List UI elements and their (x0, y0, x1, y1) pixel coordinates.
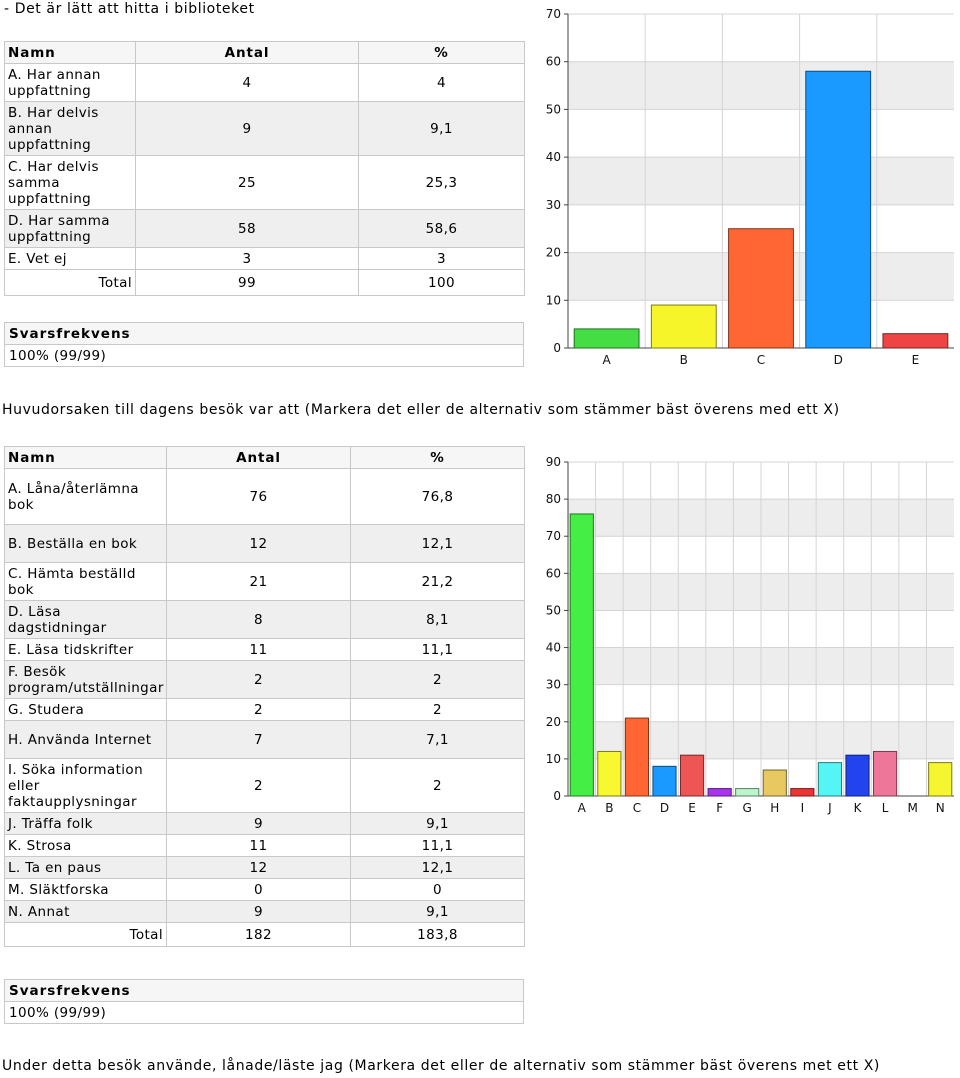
x-tick-label: E (688, 801, 696, 815)
table-row (5, 879, 525, 901)
y-tick-label: 30 (545, 197, 561, 212)
section2-title: Huvudorsaken till dagens besök var att (Markera det eller de alternativ som stämmer bäst överens med ett X) (2, 402, 840, 418)
x-tick-label: A (602, 353, 611, 367)
y-tick-label: 20 (545, 714, 561, 729)
x-tick-label: I (800, 801, 805, 815)
table-row (5, 813, 525, 835)
table-row (5, 469, 525, 525)
cell-antal: 9 (167, 813, 351, 835)
y-tick-label: 90 (545, 455, 561, 469)
y-tick-label: 60 (545, 54, 561, 69)
total-row (5, 270, 525, 296)
cell-antal: 21 (167, 563, 351, 601)
chart-2 (536, 452, 960, 818)
x-tick-label: D (659, 801, 670, 815)
table-row (5, 102, 525, 156)
cell-antal: 12 (167, 857, 351, 879)
y-tick-label: 20 (545, 245, 561, 260)
cell-pct: 25,3 (359, 156, 525, 210)
x-tick-label: J (828, 801, 832, 815)
cell-antal: 25 (136, 156, 359, 210)
cell-pct: 2 (351, 759, 525, 813)
cell-antal: 11 (167, 639, 351, 661)
cell-name: C. Hämta beställd bok (5, 563, 167, 601)
table-row (5, 601, 525, 639)
cell-antal: 0 (167, 879, 351, 901)
x-tick-label: D (833, 353, 843, 367)
x-tick-label: B (605, 801, 614, 815)
table-row (5, 835, 525, 857)
cell-antal: 58 (136, 210, 359, 248)
y-tick-label: 70 (545, 529, 561, 544)
table-row (5, 901, 525, 923)
table-row (5, 759, 525, 813)
cell-antal: 11 (167, 835, 351, 857)
bar-d (653, 766, 676, 796)
x-tick-label: M (907, 801, 918, 815)
x-tick-label: H (770, 801, 780, 815)
cell-name: F. Besök program/utställningar (5, 661, 167, 699)
cell-pct: 9,1 (359, 102, 525, 156)
cell-antal: 9 (136, 102, 359, 156)
bar-n (929, 763, 952, 796)
bar-i (791, 789, 814, 796)
cell-name: M. Släktforska (5, 879, 167, 901)
column-header: Namn (5, 447, 167, 469)
cell-antal: 76 (167, 469, 351, 525)
section2-svarsfrekvens (4, 979, 524, 1024)
total-antal: 182 (167, 923, 351, 947)
cell-pct: 11,1 (351, 639, 525, 661)
y-tick-label: 10 (545, 751, 561, 766)
section2-table (4, 446, 525, 947)
cell-pct: 9,1 (351, 901, 525, 923)
cell-name: E. Vet ej (5, 248, 136, 270)
x-tick-label: B (679, 353, 688, 367)
grid-band (568, 157, 954, 205)
y-tick-label: 0 (553, 341, 561, 355)
cell-antal: 2 (167, 759, 351, 813)
y-tick-label: 50 (545, 102, 561, 117)
cell-antal: 2 (167, 661, 351, 699)
y-tick-label: 40 (545, 150, 561, 165)
section1-title: - Det är lätt att hitta i biblioteket (4, 1, 255, 17)
table-row (5, 248, 525, 270)
table-row (5, 156, 525, 210)
cell-name: B. Beställa en bok (5, 525, 167, 563)
x-tick-label: C (632, 801, 642, 815)
table-row (5, 721, 525, 759)
y-tick-label: 50 (545, 603, 561, 618)
section1-svarsfrekvens (4, 322, 524, 367)
column-header: Antal (167, 447, 351, 469)
total-row (5, 923, 525, 947)
cell-pct: 76,8 (351, 469, 525, 525)
column-header: % (351, 447, 525, 469)
bar-b (598, 751, 621, 796)
x-tick-label: N (935, 801, 945, 815)
total-label: Total (5, 923, 167, 947)
y-tick-label: 10 (545, 293, 561, 308)
cell-name: J. Träffa folk (5, 813, 167, 835)
chart-1 (536, 4, 960, 370)
bar-g (736, 789, 759, 796)
table-row (5, 563, 525, 601)
column-header: Namn (5, 42, 136, 64)
grid-band (568, 62, 954, 110)
cell-name: E. Läsa tidskrifter (5, 639, 167, 661)
cell-name: A. Har annan uppfattning (5, 64, 136, 102)
cell-name: H. Använda Internet (5, 721, 167, 759)
cell-name: C. Har delvis samma uppfattning (5, 156, 136, 210)
cell-name: N. Annat (5, 901, 167, 923)
column-header: % (359, 42, 525, 64)
bar-l (873, 751, 896, 796)
section3-title: Under detta besök använde, lånade/läste jag (Markera det eller de alternativ som stämmer bäst överens met ett X) (2, 1058, 880, 1074)
x-tick-label: A (577, 801, 586, 815)
y-tick-label: 0 (553, 789, 561, 803)
y-tick-label: 70 (545, 7, 561, 21)
cell-pct: 11,1 (351, 835, 525, 857)
x-tick-label: G (742, 801, 752, 815)
table-row (5, 210, 525, 248)
cell-name: D. Läsa dagstidningar (5, 601, 167, 639)
bar-d (806, 71, 871, 348)
total-antal: 99 (136, 270, 359, 296)
cell-pct: 7,1 (351, 721, 525, 759)
cell-name: I. Söka information eller faktaupplysningar (5, 759, 167, 813)
x-tick-label: E (911, 353, 920, 367)
cell-pct: 9,1 (351, 813, 525, 835)
cell-antal: 8 (167, 601, 351, 639)
cell-antal: 9 (167, 901, 351, 923)
table-row (5, 661, 525, 699)
bar-b (651, 305, 716, 348)
bar-e (680, 755, 703, 796)
cell-antal: 2 (167, 699, 351, 721)
svarsfrekvens-label: Svarsfrekvens (5, 323, 524, 345)
x-tick-label: K (853, 801, 862, 815)
bar-a (574, 329, 639, 348)
cell-pct: 4 (359, 64, 525, 102)
cell-name: L. Ta en paus (5, 857, 167, 879)
cell-antal: 4 (136, 64, 359, 102)
cell-name: K. Strosa (5, 835, 167, 857)
y-tick-label: 80 (545, 492, 561, 507)
cell-antal: 12 (167, 525, 351, 563)
section2-table-body (5, 447, 525, 947)
svarsfrekvens-value: 100% (99/99) (5, 1002, 524, 1024)
cell-pct: 12,1 (351, 857, 525, 879)
cell-pct: 8,1 (351, 601, 525, 639)
table-row (5, 64, 525, 102)
cell-pct: 21,2 (351, 563, 525, 601)
cell-name: G. Studera (5, 699, 167, 721)
section1-table-body (5, 42, 525, 296)
y-tick-label: 30 (545, 677, 561, 692)
bar-c (625, 718, 648, 796)
table-row (5, 525, 525, 563)
cell-pct: 3 (359, 248, 525, 270)
cell-antal: 3 (136, 248, 359, 270)
bar-a (570, 514, 593, 796)
cell-pct: 2 (351, 661, 525, 699)
bar-j (818, 763, 841, 796)
y-tick-label: 60 (545, 566, 561, 581)
bar-k (846, 755, 869, 796)
section1-table (4, 41, 525, 296)
cell-name: A. Låna/återlämna bok (5, 469, 167, 525)
cell-name: D. Har samma uppfattning (5, 210, 136, 248)
table-row (5, 857, 525, 879)
x-tick-label: F (716, 801, 724, 815)
cell-pct: 58,6 (359, 210, 525, 248)
x-tick-label: C (756, 353, 766, 367)
y-tick-label: 40 (545, 640, 561, 655)
cell-pct: 0 (351, 879, 525, 901)
cell-pct: 12,1 (351, 525, 525, 563)
cell-name: B. Har delvis annan uppfattning (5, 102, 136, 156)
total-pct: 100 (359, 270, 525, 296)
table-row (5, 639, 525, 661)
column-header: Antal (136, 42, 359, 64)
bar-h (763, 770, 786, 796)
cell-pct: 2 (351, 699, 525, 721)
total-pct: 183,8 (351, 923, 525, 947)
svarsfrekvens-value: 100% (99/99) (5, 345, 524, 367)
bar-f (708, 789, 731, 796)
table-row (5, 699, 525, 721)
svarsfrekvens-label: Svarsfrekvens (5, 980, 524, 1002)
total-label: Total (5, 270, 136, 296)
bar-c (729, 229, 794, 348)
cell-antal: 7 (167, 721, 351, 759)
bar-e (883, 334, 948, 348)
x-tick-label: L (881, 801, 889, 815)
